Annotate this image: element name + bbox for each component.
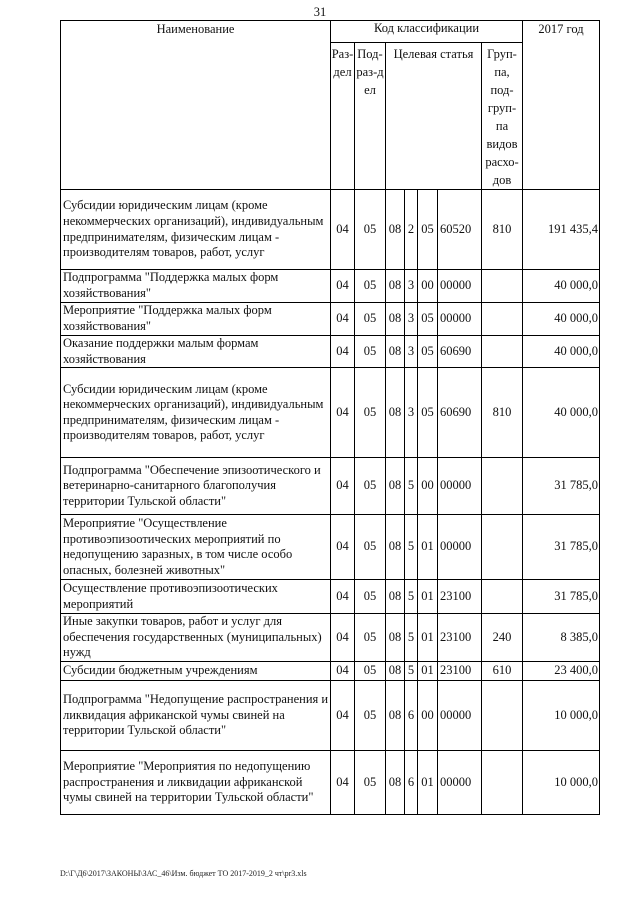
row-name: Подпрограмма "Поддержка малых форм хозяйствования" xyxy=(61,270,331,303)
row-amount: 23 400,0 xyxy=(523,661,600,680)
header-vr-line: расхо- xyxy=(485,155,519,169)
row-target-program: 08 xyxy=(386,680,405,750)
row-subsection: 05 xyxy=(355,680,386,750)
row-name: Осуществление противоэпизоотических мероприятий xyxy=(61,580,331,614)
row-target-program: 08 xyxy=(386,515,405,580)
row-subsection: 05 xyxy=(355,750,386,814)
row-target-event: 05 xyxy=(418,336,438,368)
row-target-program: 08 xyxy=(386,303,405,336)
row-section: 04 xyxy=(331,458,355,515)
row-name: Мероприятие "Поддержка малых форм хозяйствования" xyxy=(61,303,331,336)
row-target-event: 01 xyxy=(418,750,438,814)
row-amount: 191 435,4 xyxy=(523,190,600,270)
header-vr-line: па, xyxy=(494,65,510,79)
page-number: 31 xyxy=(313,5,327,19)
row-section: 04 xyxy=(331,750,355,814)
row-expense-type xyxy=(482,336,523,368)
header-name: Наименование xyxy=(61,21,331,190)
row-target-subprogram: 5 xyxy=(405,661,418,680)
row-section: 04 xyxy=(331,661,355,680)
header-vr-line: под- xyxy=(490,83,514,97)
row-expense-type xyxy=(482,458,523,515)
table-row xyxy=(61,270,600,303)
row-target-direction: 60520 xyxy=(438,190,482,270)
row-subsection: 05 xyxy=(355,515,386,580)
row-target-program: 08 xyxy=(386,614,405,662)
row-expense-type xyxy=(482,303,523,336)
row-section: 04 xyxy=(331,190,355,270)
row-target-subprogram: 3 xyxy=(405,303,418,336)
row-section: 04 xyxy=(331,368,355,458)
header-code-group: Код классификации xyxy=(331,21,523,43)
row-target-direction: 23100 xyxy=(438,614,482,662)
table-row xyxy=(61,303,600,336)
row-name: Подпрограмма "Обеспечение эпизоотического и ветеринарно-санитарного благополучия территории Тульской области" xyxy=(61,458,331,515)
row-expense-type: 610 xyxy=(482,661,523,680)
row-section: 04 xyxy=(331,270,355,303)
row-amount: 40 000,0 xyxy=(523,368,600,458)
header-vr-line: Груп- xyxy=(487,47,517,61)
row-target-subprogram: 5 xyxy=(405,614,418,662)
row-amount: 40 000,0 xyxy=(523,303,600,336)
row-target-event: 00 xyxy=(418,458,438,515)
row-name: Подпрограмма "Недопущение распространения и ликвидация африканской чумы свиней на территории Тульской области" xyxy=(61,680,331,750)
header-vr-line: па xyxy=(495,119,509,133)
row-target-subprogram: 3 xyxy=(405,368,418,458)
table-row xyxy=(61,661,600,680)
row-expense-type xyxy=(482,580,523,614)
row-target-subprogram: 6 xyxy=(405,680,418,750)
row-amount: 31 785,0 xyxy=(523,515,600,580)
row-name: Субсидии юридическим лицам (кроме некоммерческих организаций), индивидуальным предпринимателям, физическим лицам - производителям товаров, работ, услуг xyxy=(61,190,331,270)
table-row xyxy=(61,190,600,270)
header-year: 2017 год xyxy=(523,21,600,190)
table-row xyxy=(61,680,600,750)
row-target-program: 08 xyxy=(386,750,405,814)
row-subsection: 05 xyxy=(355,661,386,680)
budget-table xyxy=(60,20,600,815)
row-amount: 31 785,0 xyxy=(523,580,600,614)
row-target-event: 00 xyxy=(418,270,438,303)
row-subsection: 05 xyxy=(355,190,386,270)
header-section xyxy=(331,43,355,190)
row-target-event: 01 xyxy=(418,661,438,680)
table-row xyxy=(61,580,600,614)
row-subsection: 05 xyxy=(355,368,386,458)
row-target-direction: 60690 xyxy=(438,336,482,368)
row-section: 04 xyxy=(331,515,355,580)
row-target-subprogram: 5 xyxy=(405,580,418,614)
row-subsection: 05 xyxy=(355,270,386,303)
table-row xyxy=(61,515,600,580)
header-vr-line: груп- xyxy=(487,101,517,115)
row-target-program: 08 xyxy=(386,661,405,680)
row-expense-type: 810 xyxy=(482,190,523,270)
row-section: 04 xyxy=(331,614,355,662)
file-path-footer: D:\Г\Д6\2017\ЗАКОНЫ\ЗАС_46\Изм. бюджет ТО 2017-2019_2 чт\pr3.xls xyxy=(60,869,307,878)
row-target-program: 08 xyxy=(386,368,405,458)
row-target-subprogram: 2 xyxy=(405,190,418,270)
row-target-direction: 00000 xyxy=(438,458,482,515)
row-target-event: 01 xyxy=(418,614,438,662)
row-target-event: 01 xyxy=(418,580,438,614)
row-expense-type: 810 xyxy=(482,368,523,458)
row-target-direction: 00000 xyxy=(438,680,482,750)
header-vr-line: видов xyxy=(486,137,518,151)
row-amount: 40 000,0 xyxy=(523,270,600,303)
row-amount: 10 000,0 xyxy=(523,680,600,750)
row-target-event: 05 xyxy=(418,190,438,270)
header-subsection-text: Под-раз-дел xyxy=(356,47,384,97)
row-subsection: 05 xyxy=(355,614,386,662)
row-target-program: 08 xyxy=(386,190,405,270)
row-expense-type xyxy=(482,270,523,303)
header-subsection xyxy=(355,43,386,190)
row-section: 04 xyxy=(331,303,355,336)
row-target-program: 08 xyxy=(386,270,405,303)
row-target-subprogram: 5 xyxy=(405,515,418,580)
row-target-direction: 23100 xyxy=(438,661,482,680)
header-vr-line: дов xyxy=(492,173,512,187)
row-target-program: 08 xyxy=(386,336,405,368)
table-row xyxy=(61,458,600,515)
row-target-program: 08 xyxy=(386,458,405,515)
header-section-text: Раз-дел xyxy=(331,47,354,79)
row-expense-type xyxy=(482,750,523,814)
table-row xyxy=(61,368,600,458)
row-subsection: 05 xyxy=(355,580,386,614)
row-name: Иные закупки товаров, работ и услуг для обеспечения государственных (муниципальных) нужд xyxy=(61,614,331,662)
row-target-subprogram: 3 xyxy=(405,336,418,368)
row-target-program: 08 xyxy=(386,580,405,614)
row-name: Субсидии юридическим лицам (кроме некоммерческих организаций), индивидуальным предпринимателям, физическим лицам - производителям товаров, работ, услуг xyxy=(61,368,331,458)
row-expense-type xyxy=(482,515,523,580)
row-target-event: 01 xyxy=(418,515,438,580)
row-target-direction: 00000 xyxy=(438,303,482,336)
row-subsection: 05 xyxy=(355,336,386,368)
row-subsection: 05 xyxy=(355,303,386,336)
row-amount: 31 785,0 xyxy=(523,458,600,515)
row-amount: 10 000,0 xyxy=(523,750,600,814)
row-expense-type: 240 xyxy=(482,614,523,662)
row-name: Мероприятие "Осуществление противоэпизоотических мероприятий по недопущению заразных, в том числе особо опасных, болезней животных" xyxy=(61,515,331,580)
header-target: Целевая статья xyxy=(386,43,482,190)
row-target-event: 05 xyxy=(418,368,438,458)
row-target-direction: 23100 xyxy=(438,580,482,614)
row-section: 04 xyxy=(331,680,355,750)
row-target-subprogram: 3 xyxy=(405,270,418,303)
row-name: Оказание поддержки малым формам хозяйствования xyxy=(61,336,331,368)
row-name: Субсидии бюджетным учреждениям xyxy=(61,661,331,680)
row-target-direction: 00000 xyxy=(438,750,482,814)
row-target-direction: 00000 xyxy=(438,515,482,580)
row-section: 04 xyxy=(331,336,355,368)
table-row xyxy=(61,614,600,662)
row-target-direction: 00000 xyxy=(438,270,482,303)
table-row xyxy=(61,750,600,814)
header-vr xyxy=(482,43,523,190)
row-section: 04 xyxy=(331,580,355,614)
row-amount: 40 000,0 xyxy=(523,336,600,368)
row-expense-type xyxy=(482,680,523,750)
row-target-event: 05 xyxy=(418,303,438,336)
row-target-direction: 60690 xyxy=(438,368,482,458)
row-name: Мероприятие "Мероприятия по недопущению распространения и ликвидации африканской чумы свиней на территории Тульской области" xyxy=(61,750,331,814)
row-target-subprogram: 6 xyxy=(405,750,418,814)
row-amount: 8 385,0 xyxy=(523,614,600,662)
row-target-subprogram: 5 xyxy=(405,458,418,515)
row-target-event: 00 xyxy=(418,680,438,750)
row-subsection: 05 xyxy=(355,458,386,515)
table-row xyxy=(61,336,600,368)
